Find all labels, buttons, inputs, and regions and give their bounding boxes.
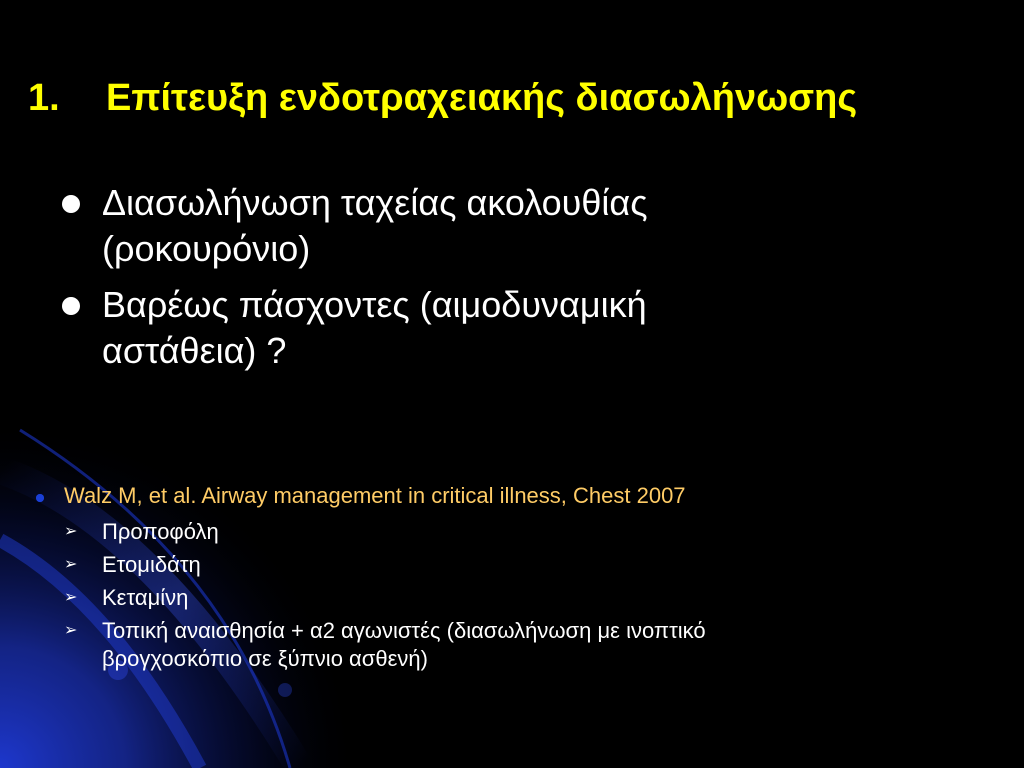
- sub-bullet-item: [62, 617, 962, 673]
- sub-bullet-item: [62, 518, 962, 546]
- sub-bullet-list: [62, 518, 962, 678]
- main-bullet-line1: Διασωλήνωση ταχείας ακολουθίας: [102, 182, 648, 223]
- sub-bullet-text: Ετομιδάτη: [102, 552, 201, 577]
- arrowhead-bullet-icon: ➢: [64, 589, 78, 606]
- main-bullet-item: [60, 282, 960, 374]
- main-bullet-line1: Βαρέως πάσχοντες (αιμοδυναμική: [102, 284, 647, 325]
- filled-circle-bullet-icon: [62, 297, 80, 315]
- sub-bullet-text: Κεταμίνη: [102, 585, 189, 610]
- sub-bullet-item: [62, 584, 962, 612]
- main-bullet-line2: (ροκουρόνιο): [102, 228, 311, 269]
- title-number: 1.: [28, 77, 60, 119]
- sub-bullet-item: [62, 551, 962, 579]
- reference-bullet-icon: [36, 494, 44, 502]
- sub-bullet-text-line2: βρογχοσκόπιο σε ξύπνιο ασθενή): [102, 646, 428, 671]
- sub-bullet-text: Προποφόλη: [102, 519, 219, 544]
- title-text: Επίτευξη ενδοτραχειακής διασωλήνωσης: [106, 77, 858, 119]
- main-bullet-item: [60, 180, 960, 272]
- arrowhead-bullet-icon: ➢: [64, 556, 78, 573]
- slide-title: [28, 78, 1018, 120]
- main-bullet-line2: αστάθεια) ?: [102, 330, 287, 371]
- reference-citation: Walz M, et al. Airway management in critical illness, Chest 2007: [64, 483, 686, 508]
- filled-circle-bullet-icon: [62, 195, 80, 213]
- arrowhead-bullet-icon: ➢: [64, 622, 78, 639]
- main-bullet-list: [60, 180, 960, 384]
- arrowhead-bullet-icon: ➢: [64, 523, 78, 540]
- sub-bullet-text-line1: Τοπική αναισθησία + α2 αγωνιστές (διασωλήνωση με ινοπτικό: [102, 618, 706, 643]
